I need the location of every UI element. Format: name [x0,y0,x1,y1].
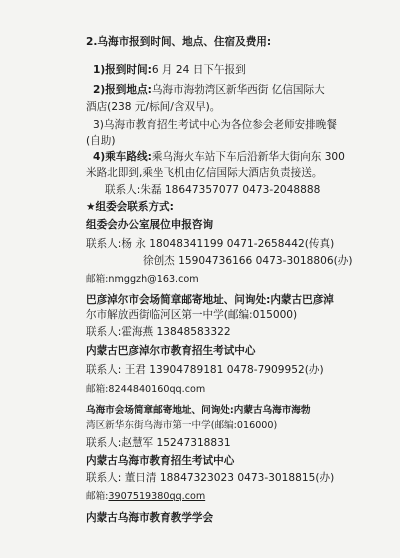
bayannur-center-contact: 联系人: 王君 13904789181 0478-7909952(办) [86,364,324,376]
bayannur-mail-contact: 联系人:霍海燕 13848583322 [86,326,231,338]
organizer-email-row [86,273,199,287]
organizer-email-label: 邮箱: [86,274,109,285]
item1-value: 6 月 24 日下午报到 [151,64,246,76]
wuhai-mail-heading-line1: 乌海市会场简章邮寄地址、问询处:内蒙古乌海市海勃 [86,405,311,416]
wuhai-mail-contact: 联系人:赵慧军 15247318831 [86,437,231,449]
organizer-contact-2: 徐创杰 15904736166 0473-3018806(办) [143,255,353,267]
bayannur-center-heading: 内蒙古巴彦淖尔市教育招生考试中心 [86,345,256,357]
organizer-email[interactable]: nmggzh@163.com [108,274,199,285]
item3-line1: 3)乌海市教育招生考试中心为各位参会老师安排晚餐 [93,119,337,131]
item4-value-line1: 乘乌海火车站下车后沿新华大街向东 300 [151,151,345,163]
wuhai-mail-heading-line2: 湾区新华东街乌海市第一中学(邮编:016000) [86,420,278,431]
section2-heading: 2.乌海市报到时间、地点、住宿及费用: [86,36,272,48]
footer-heading: 内蒙古乌海市教育教学学会 [86,512,214,524]
bayannur-email-row [86,383,205,397]
organizer-heading: ★组委会联系方式: [86,201,174,213]
wuhai-email-row [86,490,205,504]
item2-value-line2: 酒店(238 元/标间/含双早)。 [86,101,221,113]
item4-value-line2: 米路北即到,乘坐飞机由亿信国际大酒店负责接送。 [86,167,323,179]
bayannur-email[interactable]: 8244840160qq.com [108,384,206,395]
item2-label: 2)报到地点: [93,84,152,96]
wuhai-email-label: 邮箱: [86,491,109,502]
bayannur-mail-heading-line1: 巴彦淖尔市会场简章邮寄地址、问询处:内蒙古巴彦淖 [86,294,334,306]
item4-row [93,150,345,164]
bayannur-email-label: 邮箱: [86,384,109,395]
item4-label: 4)乘车路线: [93,151,152,163]
section2-contact: 联系人:朱磊 18647357077 0473-2048888 [105,184,321,196]
item3-line2: (自助) [86,135,116,147]
organizer-office-heading: 组委会办公室展位申报咨询 [86,219,214,231]
item1-label: 1)报到时间: [93,64,152,76]
organizer-contact-1: 联系人:杨 永 18048341199 0471-2658442(传真) [86,238,335,250]
item1-row [93,63,246,77]
bayannur-mail-heading-line2: 尔市解放西街临河区第一中学(邮编:015000) [86,309,298,321]
item2-value-line1: 乌海市海勃湾区新华西街 亿信国际大 [151,84,325,96]
wuhai-center-contact: 联系人: 董日清 18847323023 0473-3018815(办) [86,472,335,484]
item2-row [93,83,325,97]
wuhai-email[interactable]: 3907519380qq.com [108,491,206,502]
wuhai-center-heading: 内蒙古乌海市教育招生考试中心 [86,455,235,467]
